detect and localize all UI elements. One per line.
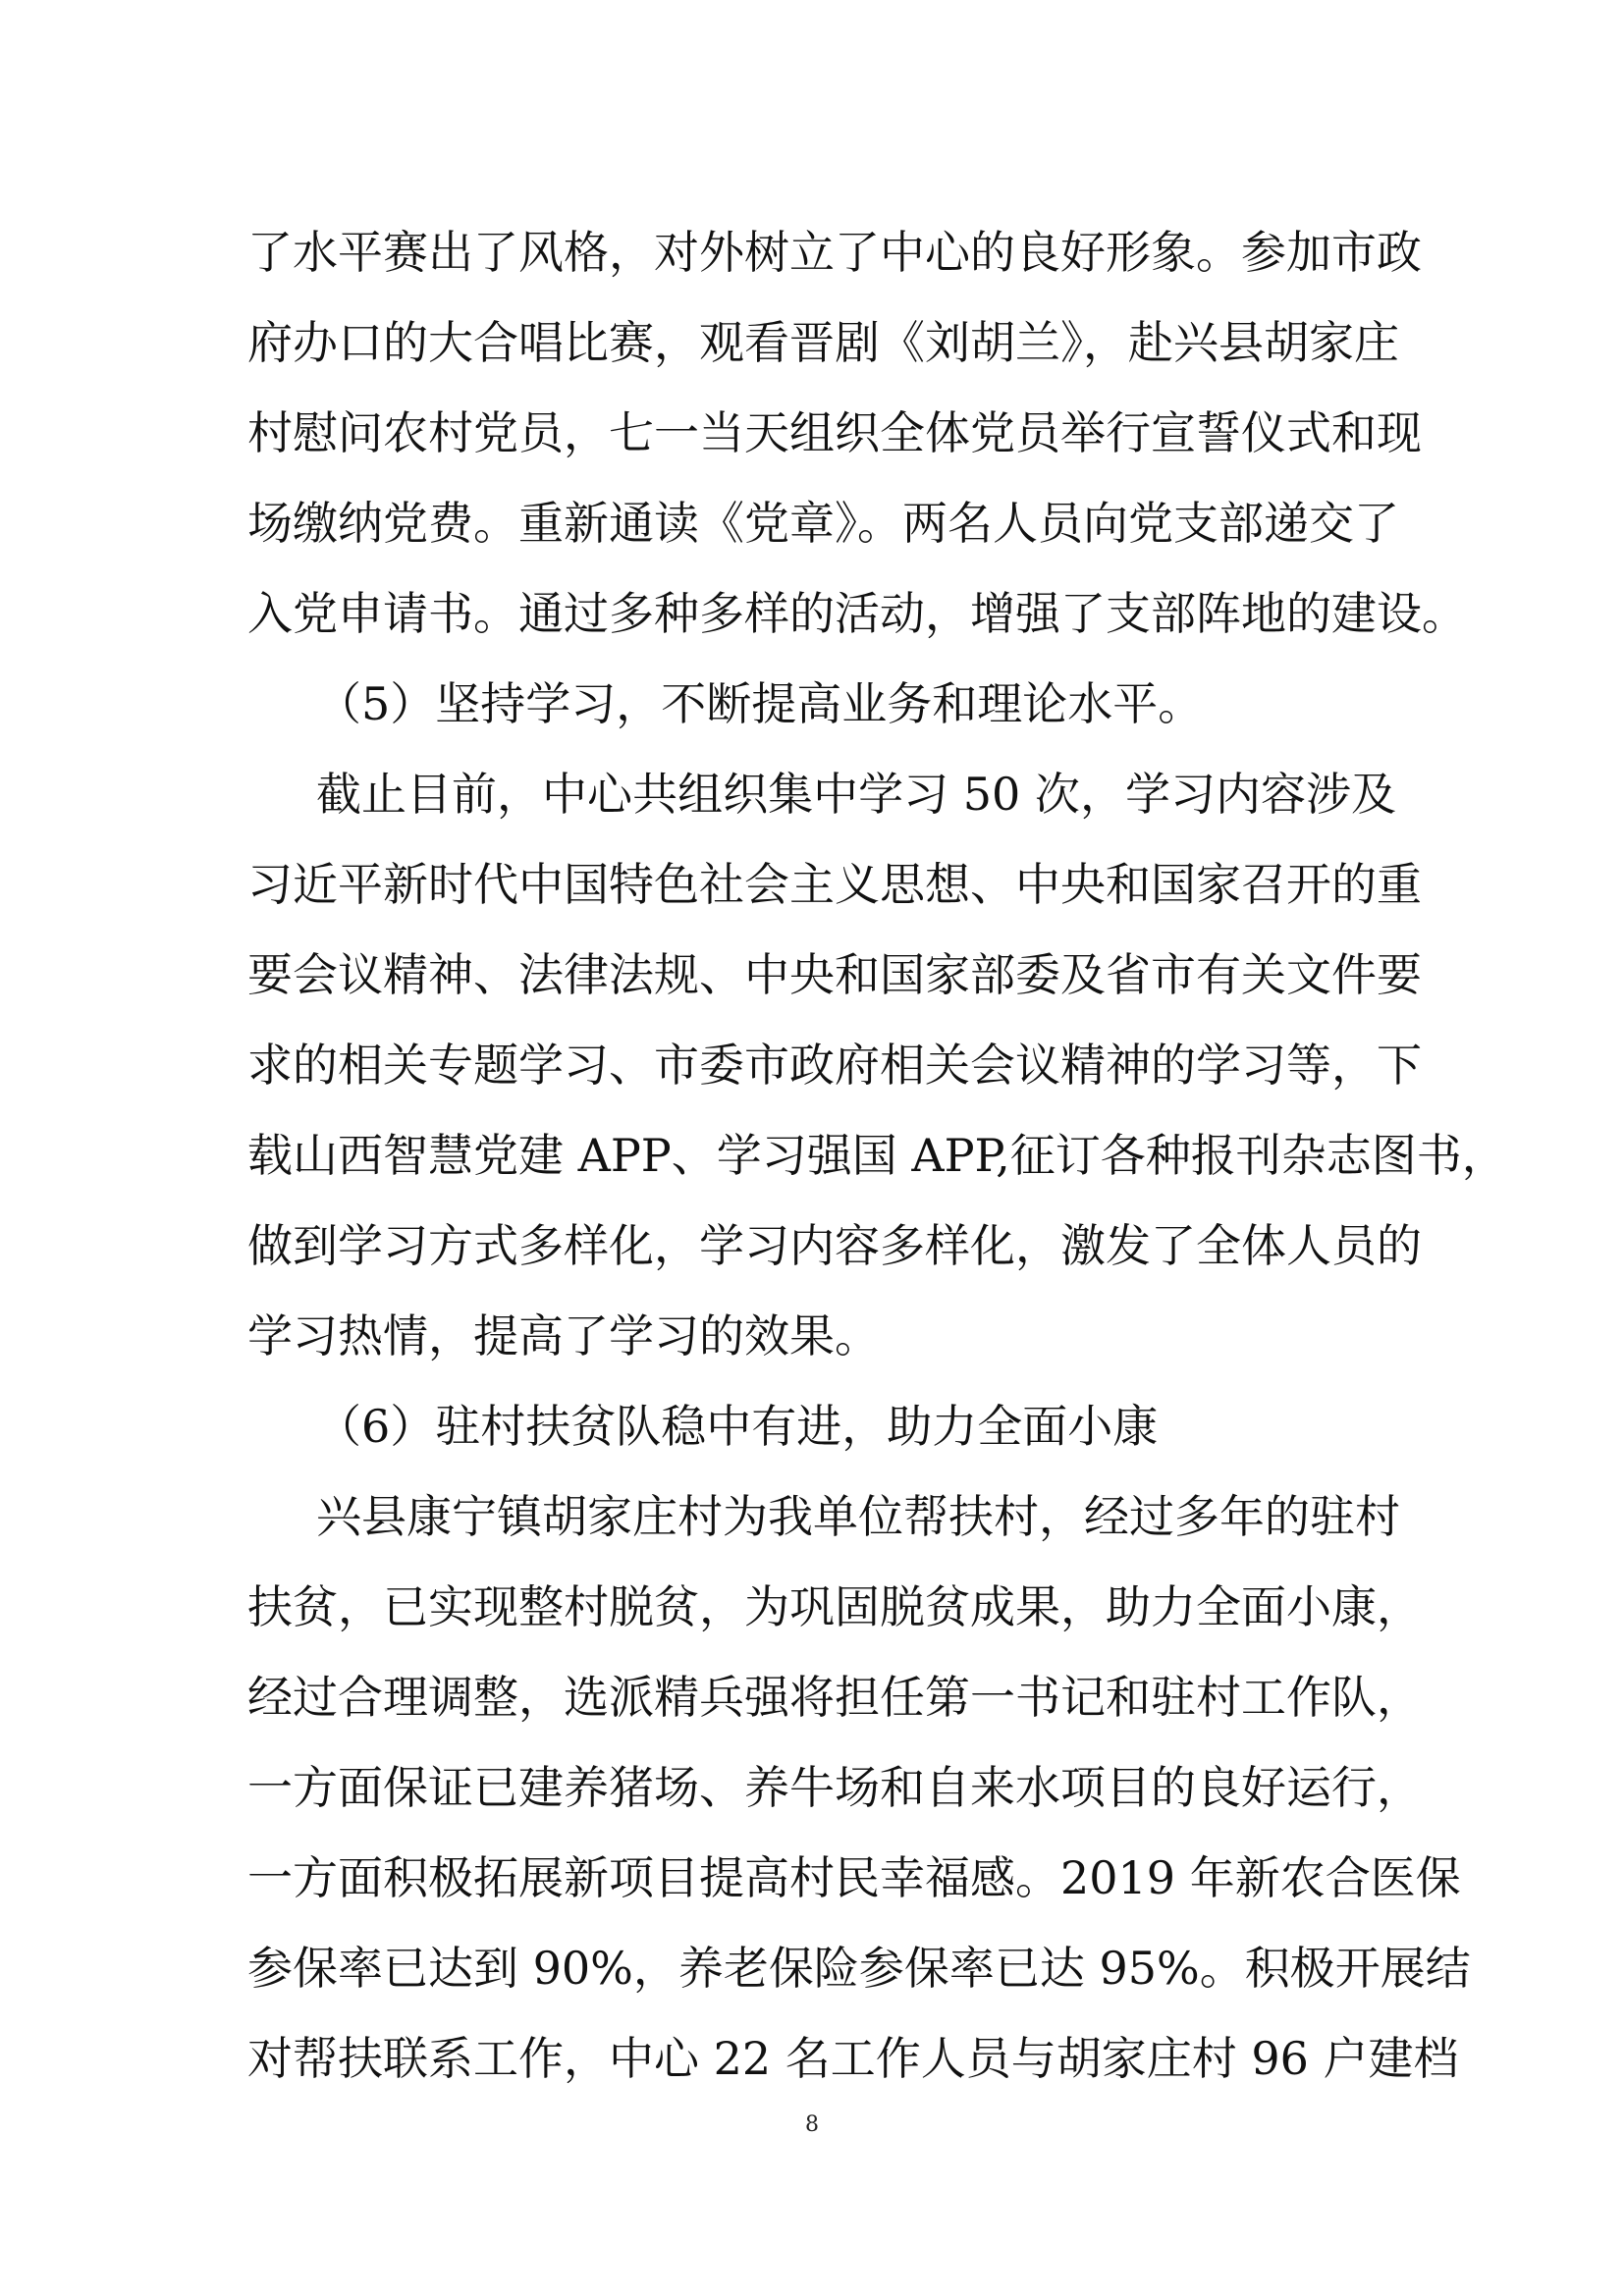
text-line: 一方面积极拓展新项目提高村民幸福感。2019 年新农合医保	[247, 1851, 1461, 1904]
text-line: 习近平新时代中国特色社会主义思想、中央和国家召开的重	[247, 858, 1422, 911]
text-line: 载山西智慧党建 APP、学习强国 APP,征订各种报刊杂志图书，	[247, 1129, 1507, 1182]
text-line: 村慰问农村党员，七一当天组织全体党员举行宣誓仪式和现	[247, 406, 1422, 459]
text-line: 做到学习方式多样化，学习内容多样化，激发了全体人员的	[247, 1219, 1422, 1272]
section-heading: （6）驻村扶贫队稳中有进，助力全面小康	[316, 1400, 1159, 1453]
text-line: 求的相关专题学习、市委市政府相关会议精神的学习等，下	[247, 1039, 1422, 1092]
text-line: 府办口的大合唱比赛，观看晋剧《刘胡兰》，赴兴县胡家庄	[247, 316, 1399, 369]
text-line: 兴县康宁镇胡家庄村为我单位帮扶村，经过多年的驻村	[316, 1490, 1400, 1543]
text-line: 要会议精神、法律法规、中央和国家部委及省市有关文件要	[247, 948, 1422, 1001]
section-heading: （5）坚持学习，不断提高业务和理论水平。	[316, 677, 1204, 730]
text-line: 经过合理调整，选派精兵强将担任第一书记和驻村工作队，	[247, 1671, 1422, 1724]
text-line: 入党申请书。通过多种多样的活动，增强了支部阵地的建设。	[247, 587, 1467, 640]
text-line: 场缴纳党费。重新通读《党章》。两名人员向党支部递交了	[247, 497, 1399, 550]
text-line: 一方面保证已建养猪场、养牛场和自来水项目的良好运行，	[247, 1761, 1422, 1814]
text-line: 参保率已达到 90%，养老保险参保率已达 95%。积极开展结	[247, 1942, 1471, 1995]
text-line: 对帮扶联系工作，中心 22 名工作人员与胡家庄村 96 户建档	[247, 2032, 1459, 2085]
text-line: 学习热情，提高了学习的效果。	[247, 1309, 880, 1362]
page-number: 8	[805, 2112, 819, 2137]
text-line: 了水平赛出了风格，对外树立了中心的良好形象。参加市政	[247, 226, 1422, 279]
text-line: 截止目前，中心共组织集中学习 50 次，学习内容涉及	[316, 768, 1396, 821]
text-line: 扶贫，已实现整村脱贫，为巩固脱贫成果，助力全面小康，	[247, 1580, 1422, 1633]
